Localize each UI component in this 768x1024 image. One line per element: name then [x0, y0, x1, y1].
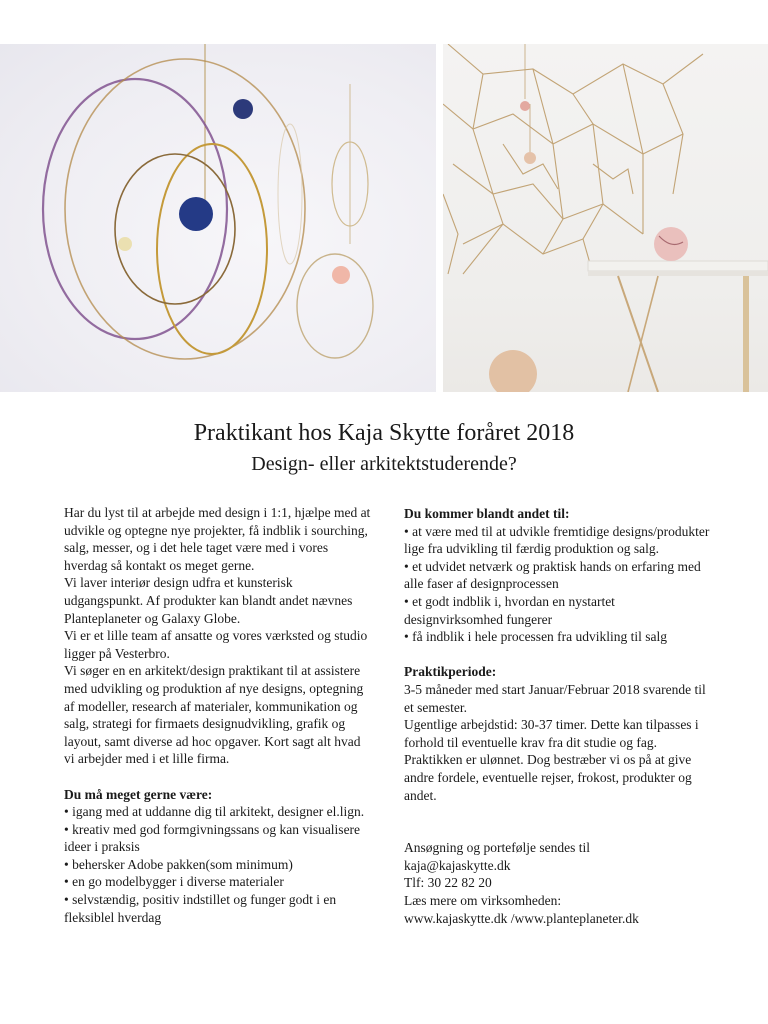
benefit-item: • at være med til at udvikle fremtidige designs/produkter lige fra udvikling til færdig produktion og salg.	[404, 523, 710, 557]
hero-photo-table	[443, 44, 768, 392]
intro-paragraph: Vi søger en en arkitekt/design praktikant til at assistere med udvikling og produktion af nye designs, optegning af modeller, research af materialer, kommunikation og salg, strategi for firmaets designudvikling, grafik og layout, samt diverse ad hoc opgaver. Kort sagt alt hvad vi arbejder med i et lille firma.	[64, 663, 364, 767]
page-subtitle: Design- eller arkitektstuderende?	[251, 453, 517, 475]
left-column	[64, 504, 372, 926]
benefit-item: • et udvidet netværk og praktisk hands on erfaring med alle faser af designprocessen	[404, 558, 701, 592]
requirement-item: • selvstændig, positiv indstillet og funger godt i en fleksiblel hverdag	[64, 892, 337, 925]
right-column	[404, 505, 714, 927]
benefit-item: • et godt indblik i, hvordan en nystartet designvirksomhed fungerer	[404, 593, 615, 627]
contact-phone: Tlf: 30 22 82 20	[404, 875, 492, 891]
contact-email[interactable]: kaja@kajaskytte.dk	[404, 857, 511, 873]
period-line: 3-5 måneder med start Januar/Februar 2018 svarende til et semester.	[404, 681, 706, 715]
wire-map-illustration	[443, 44, 768, 392]
contact-more-info: Læs mere om virksomheden:	[404, 893, 562, 909]
intro-paragraph: Vi er et lille team af ansatte og vores værksted og studio ligger på Vesterbro.	[64, 628, 368, 661]
benefits-heading: Du kommer blandt andet til:	[404, 506, 570, 521]
requirement-item: • igang med at uddanne dig til arkitekt, designer el.lign.	[64, 804, 365, 820]
intro-paragraph: Vi laver interiør design udfra et kunsterisk udgangspunkt. Af produkter kan blandt andet nævnes Planteplaneter og Galaxy Globe.	[64, 575, 353, 626]
period-line: Ugentlige arbejdstid: 30-37 timer. Dette kan tilpasses i forhold til eventuelle krav fra dit studie og fag.	[404, 717, 699, 750]
requirement-item: • kreativ med god formgivningssans og kan visualisere ideer i praksis	[64, 821, 361, 855]
period-heading: Praktikperiode:	[404, 664, 497, 680]
page-title: Praktikant hos Kaja Skytte foråret 2018	[193, 420, 575, 446]
requirement-item: • behersker Adobe pakken(som minimum)	[64, 856, 293, 872]
contact-websites[interactable]: www.kajaskytte.dk /www.planteplaneter.dk	[404, 910, 639, 926]
mobile-rings-illustration	[0, 44, 436, 392]
intro-paragraph: Har du lyst til at arbejde med design i 1:1, hjælpe med at udvikle og optegne nye projekter, få indblik i sourching, salg, messer, og i det hele taget være med i vores hverdag så kontakt os meget gerne.	[64, 505, 371, 573]
requirement-item: • en go modelbygger i diverse materialer	[64, 874, 284, 890]
period-line: Praktikken er ulønnet. Dog bestræber vi os på at give andre fordele, eventuelle rejser, frokost, produkter og andet.	[404, 752, 692, 803]
hero-photo-mobile	[0, 44, 436, 392]
contact-intro: Ansøgning og portefølje sendes til	[404, 840, 590, 856]
requirements-heading: Du må meget gerne være:	[64, 786, 213, 802]
benefit-item: • få indblik i hele processen fra udvikling til salg	[404, 629, 668, 645]
